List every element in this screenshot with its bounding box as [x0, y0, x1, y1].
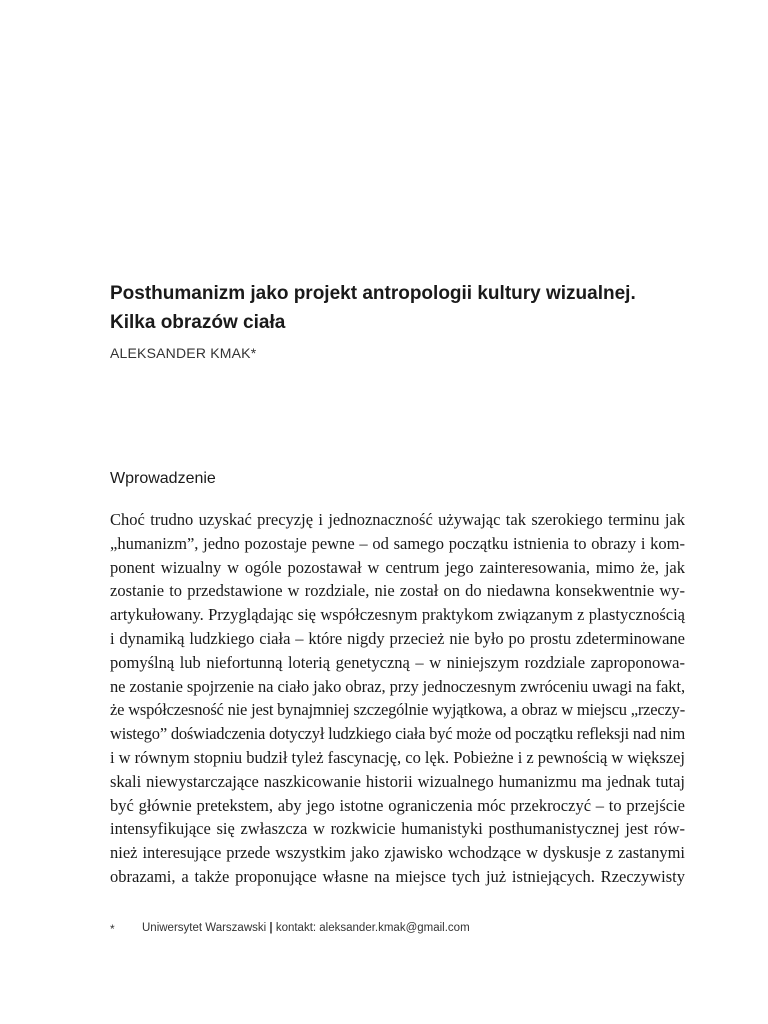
- section-heading: Wprowadzenie: [110, 470, 216, 487]
- footnote-marker: *: [110, 922, 115, 936]
- paragraph-line: nież interesujące przede wszystkim jako zjawisko wchodzące w dyskusje z zastanymi: [110, 843, 685, 863]
- paragraph-line: intensyfikujące się zwłaszcza w rozkwicie humanistyki posthumanistycznej jest rów-: [110, 819, 685, 839]
- body-paragraph: [110, 508, 685, 889]
- paragraph-line: obrazami, a także proponujące własne na miejsce tych już istniejących. Rzeczywisty: [110, 866, 685, 886]
- paragraph-line: skali niewystarczające naszkicowanie historii wizualnego humanizmu ma jednak tutaj: [110, 771, 685, 791]
- paragraph-line: być głównie pretekstem, aby jego istotne ograniczenia móc przekroczyć – to przejście: [110, 795, 685, 815]
- footnote-separator: |: [269, 922, 273, 934]
- paragraph-line: „humanizm”, jedno pozostaje pewne – od samego początku istnienia to obrazy i kom-: [110, 533, 685, 553]
- paragraph-line: że współczesność nie jest bynajmniej szczególnie wyjątkowa, a obraz w miejscu „rzeczy-: [110, 700, 685, 720]
- paragraph-line: i dynamiką ludzkiego ciała – które nigdy przecież nie było po prostu zdeterminowane: [110, 628, 685, 648]
- paragraph-line: ne zostanie spojrzenie na ciało jako obraz, przy jednoczesnym zwróceniu uwagi na fakt,: [110, 676, 685, 696]
- chapter-title: [110, 279, 710, 337]
- paragraph-line: artykułowany. Przyglądając się współczesnym praktykom związanym z plastycznością: [110, 605, 685, 625]
- author-name: ALEKSANDER KMAK*: [110, 345, 257, 361]
- footnote-contact: kontakt: aleksander.kmak@gmail.com: [275, 922, 470, 934]
- paragraph-line: Choć trudno uzyskać precyzję i jednoznaczność używając tak szerokiego terminu jak: [110, 510, 685, 529]
- chapter-title-line-2: Kilka obrazów ciała: [110, 312, 286, 333]
- paragraph-line: zostanie to przedstawione w rozdziale, nie został on do niedawna konsekwentnie wy-: [110, 581, 685, 601]
- paragraph-line: pomyślną lub niefortunną loterią genetyczną – w niniejszym rozdziale zaproponowa-: [110, 652, 685, 672]
- chapter-title-line-1: Posthumanizm jako projekt antropologii kultury wizualnej.: [110, 283, 636, 304]
- paragraph-line: ponent wizualny w ogóle pozostawał w centrum jego zainteresowania, mimo że, jak: [110, 557, 685, 577]
- paragraph-line: i w równym stopniu budził tyleż fascynację, co lęk. Pobieżne i z pewnością w większej: [110, 747, 685, 767]
- paragraph-line: wistego” doświadczenia dotyczył ludzkiego ciała być może od początku refleksji nad nim: [110, 724, 685, 744]
- footnote-text: [142, 922, 470, 934]
- footnote-affiliation: Uniwersytet Warszawski: [142, 922, 267, 934]
